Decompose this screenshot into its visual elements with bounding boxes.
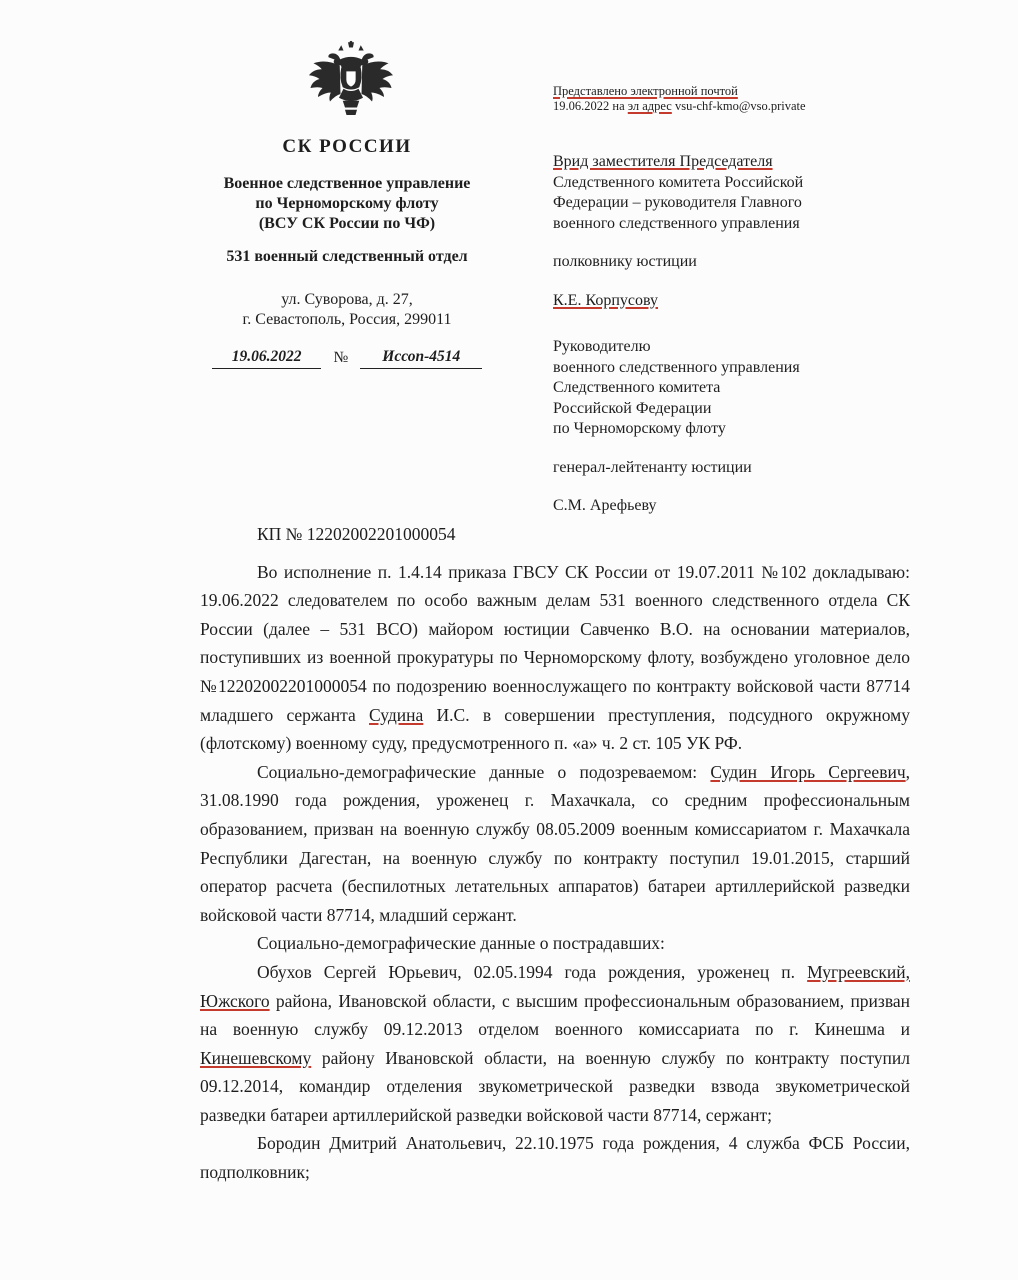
org-subname-line1: Военное следственное управление — [223, 175, 471, 192]
paragraph-report-text-end: И.С. в совершении преступления, подсудного окружному (флотскому) военному суду, предусмотренного п. «а» ч. 2 ст. 105 УК РФ. — [200, 704, 910, 754]
addressee1-line2: Следственного комитета Российской — [553, 173, 804, 191]
email-note-date: 19.06.2022 на — [553, 99, 628, 113]
victim1-district-underlined: Южского — [200, 990, 270, 1011]
document-date: 19.06.2022 — [212, 348, 322, 369]
paragraph-report — [200, 558, 910, 758]
number-sign: № — [333, 349, 349, 366]
addressee1-line1 — [553, 152, 925, 173]
case-number: КП № 12202002201000054 — [257, 524, 456, 544]
addressee2-line3: Следственного комитета — [553, 379, 721, 396]
victim1-text-1: Обухов Сергей Юрьевич, 02.05.1994 года рождения, уроженец п. — [257, 961, 808, 982]
paragraph-victim-1 — [200, 958, 910, 1130]
letter-body — [200, 520, 910, 1187]
sender-address — [158, 290, 536, 330]
date-number-row — [158, 348, 536, 369]
recipient-block — [553, 84, 925, 517]
paragraph-suspect-data — [200, 758, 910, 930]
document-number: Иссоп-4514 — [360, 348, 482, 369]
addressee1-name — [553, 291, 925, 312]
addressee1-line3: Федерации – руководителя Главного — [553, 194, 802, 211]
email-note-line2 — [553, 99, 925, 114]
paragraph-victims-heading: Социально-демографические данные о пострадавших: — [257, 933, 665, 954]
suspect-data-text: , 31.08.1990 года рождения, уроженец г. Махачкала, со средним профессиональным образованием, призван на военную службу 08.05.2009 военным комиссариатом г. Махачкала Республики Дагестан, на военную службу по контракту поступил 19.01.2015, старший оператор расчета (беспилотных летательных аппаратов) батареи артиллерийской разведки войсковой части 87714, младший сержант. — [200, 761, 910, 925]
email-delivery-note — [553, 84, 925, 114]
addressee1-line4: военного следственного управления — [553, 214, 800, 232]
victim1-settlement-underlined: Мугреевский, — [807, 961, 910, 982]
paragraph-report-text: Во исполнение п. 1.4.14 приказа ГВСУ СК России от 19.07.2011 №102 докладываю: 19.06.2022 следователем по особо важным делам 531 военного следственного отдела СК России (далее – 531 ВСО) майором юстиции Савченко В.О. на основании материалов, поступивших из военной прокуратуры по Черноморскому флоту, возбуждено уголовное дело №12202002201000054 по подозрению военнослужащего по контракту войсковой части 87714 младшего сержанта — [200, 561, 910, 725]
org-subname-line2: по Черноморскому флоту — [255, 195, 439, 212]
addressee2-line5: по Черноморскому флоту — [553, 420, 726, 437]
russia-coat-of-arms-icon — [306, 34, 396, 130]
org-name: СК РОССИИ — [282, 136, 412, 157]
suspect-surname-underlined: Судина — [369, 704, 424, 725]
address-line1: ул. Суворова, д. 27, — [281, 291, 413, 308]
addressee2-name: С.М. Арефьеву — [553, 497, 657, 514]
org-abbreviation: (ВСУ СК России по ЧФ) — [258, 215, 436, 232]
email-note-address: vsu-chf-kmo@vso.private — [671, 99, 806, 113]
address-line2: г. Севастополь, Россия, 299011 — [242, 311, 452, 328]
addressee-2 — [553, 337, 925, 517]
addressee2-line2: военного следственного управления — [553, 358, 800, 376]
victim1-district2-underlined: Кинешевскому — [200, 1047, 312, 1068]
addressee1-rank: полковнику юстиции — [553, 253, 697, 270]
sender-block — [158, 136, 536, 369]
addressee1-title-underlined: Врид заместителя Председателя — [553, 153, 773, 170]
addressee-1 — [553, 152, 925, 311]
addressee2-line1: Руководителю — [553, 338, 651, 355]
suspect-fullname-underlined: Судин Игорь Сергеевич — [710, 761, 906, 782]
victim1-text-2: района, Ивановской области, с высшим профессиональным образованием, призван на военную службу 09.12.2013 отделом военного комиссариата по г. Кинешма и — [200, 990, 910, 1040]
victim1-text-3: району Ивановской области, на военную службу по контракту поступил 09.12.2014, командир отделения звукометрической разведки взвода звукометрической разведки батареи артиллерийской разведки войсковой части 87714, сержант; — [200, 1047, 910, 1125]
email-note-underlined-text: Представлено электронной почтой — [553, 84, 738, 98]
email-note-address-label: эл адрес — [627, 99, 672, 113]
suspect-data-label: Социально-демографические данные о подозреваемом: — [257, 761, 711, 782]
paragraph-victim-2: Бородин Дмитрий Анатольевич, 22.10.1975 года рождения, 4 служба ФСБ России, подполковник; — [200, 1133, 910, 1183]
email-note-line1 — [553, 84, 925, 99]
addressee2-rank: генерал-лейтенанту юстиции — [553, 458, 752, 476]
addressee1-name-underlined: К.Е. Корпусову — [553, 291, 658, 309]
department-name: 531 военный следственный отдел — [226, 248, 468, 265]
addressee2-line4: Российской Федерации — [553, 399, 712, 417]
